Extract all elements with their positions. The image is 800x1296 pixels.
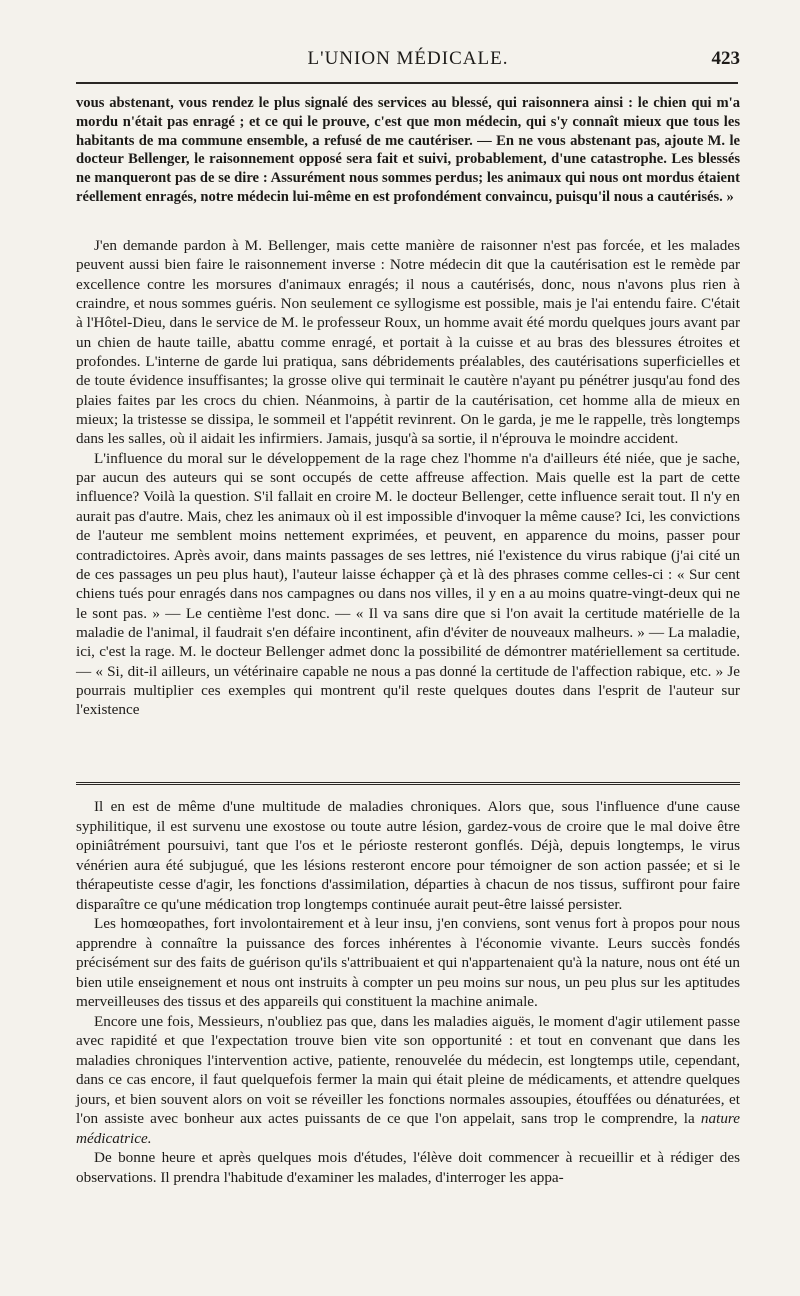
page-header (76, 48, 740, 74)
paragraph: Il en est de même d'une multitude de maladies chroniques. Alors que, sous l'influence d'une cause syphilitique, il est survenu une exostose ou toute autre lésion, gardez-vous de croire que le mal doive être opiniâtrément poursuivi, tant que l'os et le périoste resteront gonflés. Déjà, depuis longtemps, le virus vénérien aura été subjugué, que les lésions resteront encore pour témoigner de son action passée; et si le thérapeutiste cesse d'agir, les fonctions d'assimilation, départies à chacun de nos tissus, suffiront pour faire disparaître ce qu'une médication trop longtemps continuée aurait peut-être laissé persister. (76, 798, 740, 913)
feuilleton-continuation (76, 94, 740, 207)
section-divider (76, 782, 740, 789)
paragraph: vous abstenant, vous rendez le plus signalé des services au blessé, qui raisonnera ainsi : le chien qui m'a mordu n'était pas enragé ; et ce qui le prouve, c'est que mon médecin, qui s'y connaît mieux que tous les habitants de ma commune ensemble, a refusé de me cautériser. — En ne vous abstenant pas, ajoute M. le docteur Bellenger, le raisonnement opposé sera fait et suivi, probablement, d'une catastrophe. Les blessés ne manqueront pas de se dire : Assurément nous sommes perdus; les animaux qui nous ont mordus étaient réellement enragés, notre médecin lui-même en est profondément convaincu, puisqu'il nous a cautérisés. » (76, 95, 740, 205)
page-number: 423 (711, 48, 740, 69)
running-title: L'UNION MÉDICALE. (307, 48, 509, 69)
header-rule (76, 82, 738, 84)
main-article (76, 236, 740, 720)
italic-phrase: nature médicatrice. (76, 1110, 740, 1147)
paragraph: J'en demande pardon à M. Bellenger, mais cette manière de raisonner n'est pas forcée, et les malades peuvent aussi bien faire le raisonnement inverse : Notre médecin dit que la cautérisation est le remède par excellence contre les morsures d'animaux enragés; il nous a cautérisés, donc, nous n'avons plus rien à craindre, et nous sommes guéris. Non seulement ce syllogisme est possible, mais je l'ai entendu faire. C'était à l'Hôtel-Dieu, dans le service de M. le professeur Roux, un homme avait été mordu quelques jours avant par un chien de haute taille, abattu comme enragé, et portait à la cuisse et au bras des blessures étroites et profondes. L'interne de garde lui pratiqua, sans débridements préalables, des cautérisations superficielles et de toute évidence insuffisantes; la grosse olive qui terminait le cautère n'ayant pu pénétrer jusqu'au fond des plaies faites par les crocs du chien. Néanmoins, à partir de la cautérisation, cet homme alla de mieux en mieux; la tristesse se dissipa, le sommeil et l'appétit revinrent. On le garda, je me le rappelle, très longtemps dans les salles, où il aidait les infirmiers. Jamais, jusqu'à sa sortie, il n'éprouva le moindre accident. (76, 237, 740, 448)
paragraph: L'influence du moral sur le développement de la rage chez l'homme n'a d'ailleurs été niée, que je sache, par aucun des auteurs qui se sont occupés de cette affreuse affection. Mais quelle est la part de cette influence? Voilà la question. S'il fallait en croire M. le docteur Bellenger, cette influence serait tout. Il n'y en aurait pas d'autre. Mais, chez les animaux où il est impossible d'invoquer la même cause? Ici, les convictions de l'auteur me semblent moins nettement exprimées, et peuvent, en apparence du moins, passer pour contradictoires. Après avoir, dans maints passages de ses lettres, nié l'existence du virus rabique (j'ai cité un de ces passages un peu plus haut), l'auteur laisse échapper çà et là des phrases comme celles-ci : « Sur cent chiens tués pour enragés dans nos campagnes ou dans nos villes, il y en a au moins quatre-vingt-deux qui ne le sont pas. » — Le centième l'est donc. — « Il va sans dire que si l'on avait la certitude matérielle de la maladie de l'animal, il faudrait s'en défaire incontinent, afin d'éviter de nouveaux malheurs. » — La maladie, ici, c'est la rage. M. le docteur Bellenger admet donc la possibilité de démontrer matériellement sa certitude. — « Si, dit-il ailleurs, un vétérinaire capable ne nous a pas donné la certitude de l'affection rabique, etc. » Je pourrais multiplier ces exemples qui montrent qu'il reste quelques doutes dans l'esprit de l'auteur sur l'existence (76, 449, 740, 719)
paragraph: De bonne heure et après quelques mois d'études, l'élève doit commencer à recueillir et à rédiger des observations. Il prendra l'habitude d'examiner les malades, d'interroger les appa- (76, 1149, 740, 1186)
paragraph: Les homœopathes, fort involontairement et à leur insu, j'en conviens, sont venus fort à propos pour nous apprendre à connaître la puissance des forces inhérentes à l'économie vivante. Leurs succès fondés précisément sur des faits de guérison qu'ils s'attribuaient et qui n'appartenaient qu'à la nature, nous ont été un bien utile enseignement et nous ont instruits à compter un peu moins sur nous, un peu plus sur les aptitudes merveilleuses des tissus et des appareils qui constituent la machine animale. (76, 915, 740, 1010)
paragraph-text: Encore une fois, Messieurs, n'oubliez pas que, dans les maladies aiguës, le moment d'agir utilement passe avec rapidité et que l'expectation trouve bien vite son opportunité : et tout en convenant que dans les maladies chroniques l'intervention active, patiente, renouvelée du médecin, est longtemps utile, cependant, dans ce cas encore, il faut quelquefois fermer la main qui était pleine de médicaments, et attendre quelques jours, et bien souvent alors on voit se réveiller les fonctions normales assoupies, étouffées ou dénaturées, et l'on assiste avec bonheur aux actes puissants de ce que l'on appelait, sans trop le comprendre, la (76, 1012, 740, 1127)
paragraph (76, 1012, 740, 1149)
feuilleton-section (76, 797, 740, 1187)
